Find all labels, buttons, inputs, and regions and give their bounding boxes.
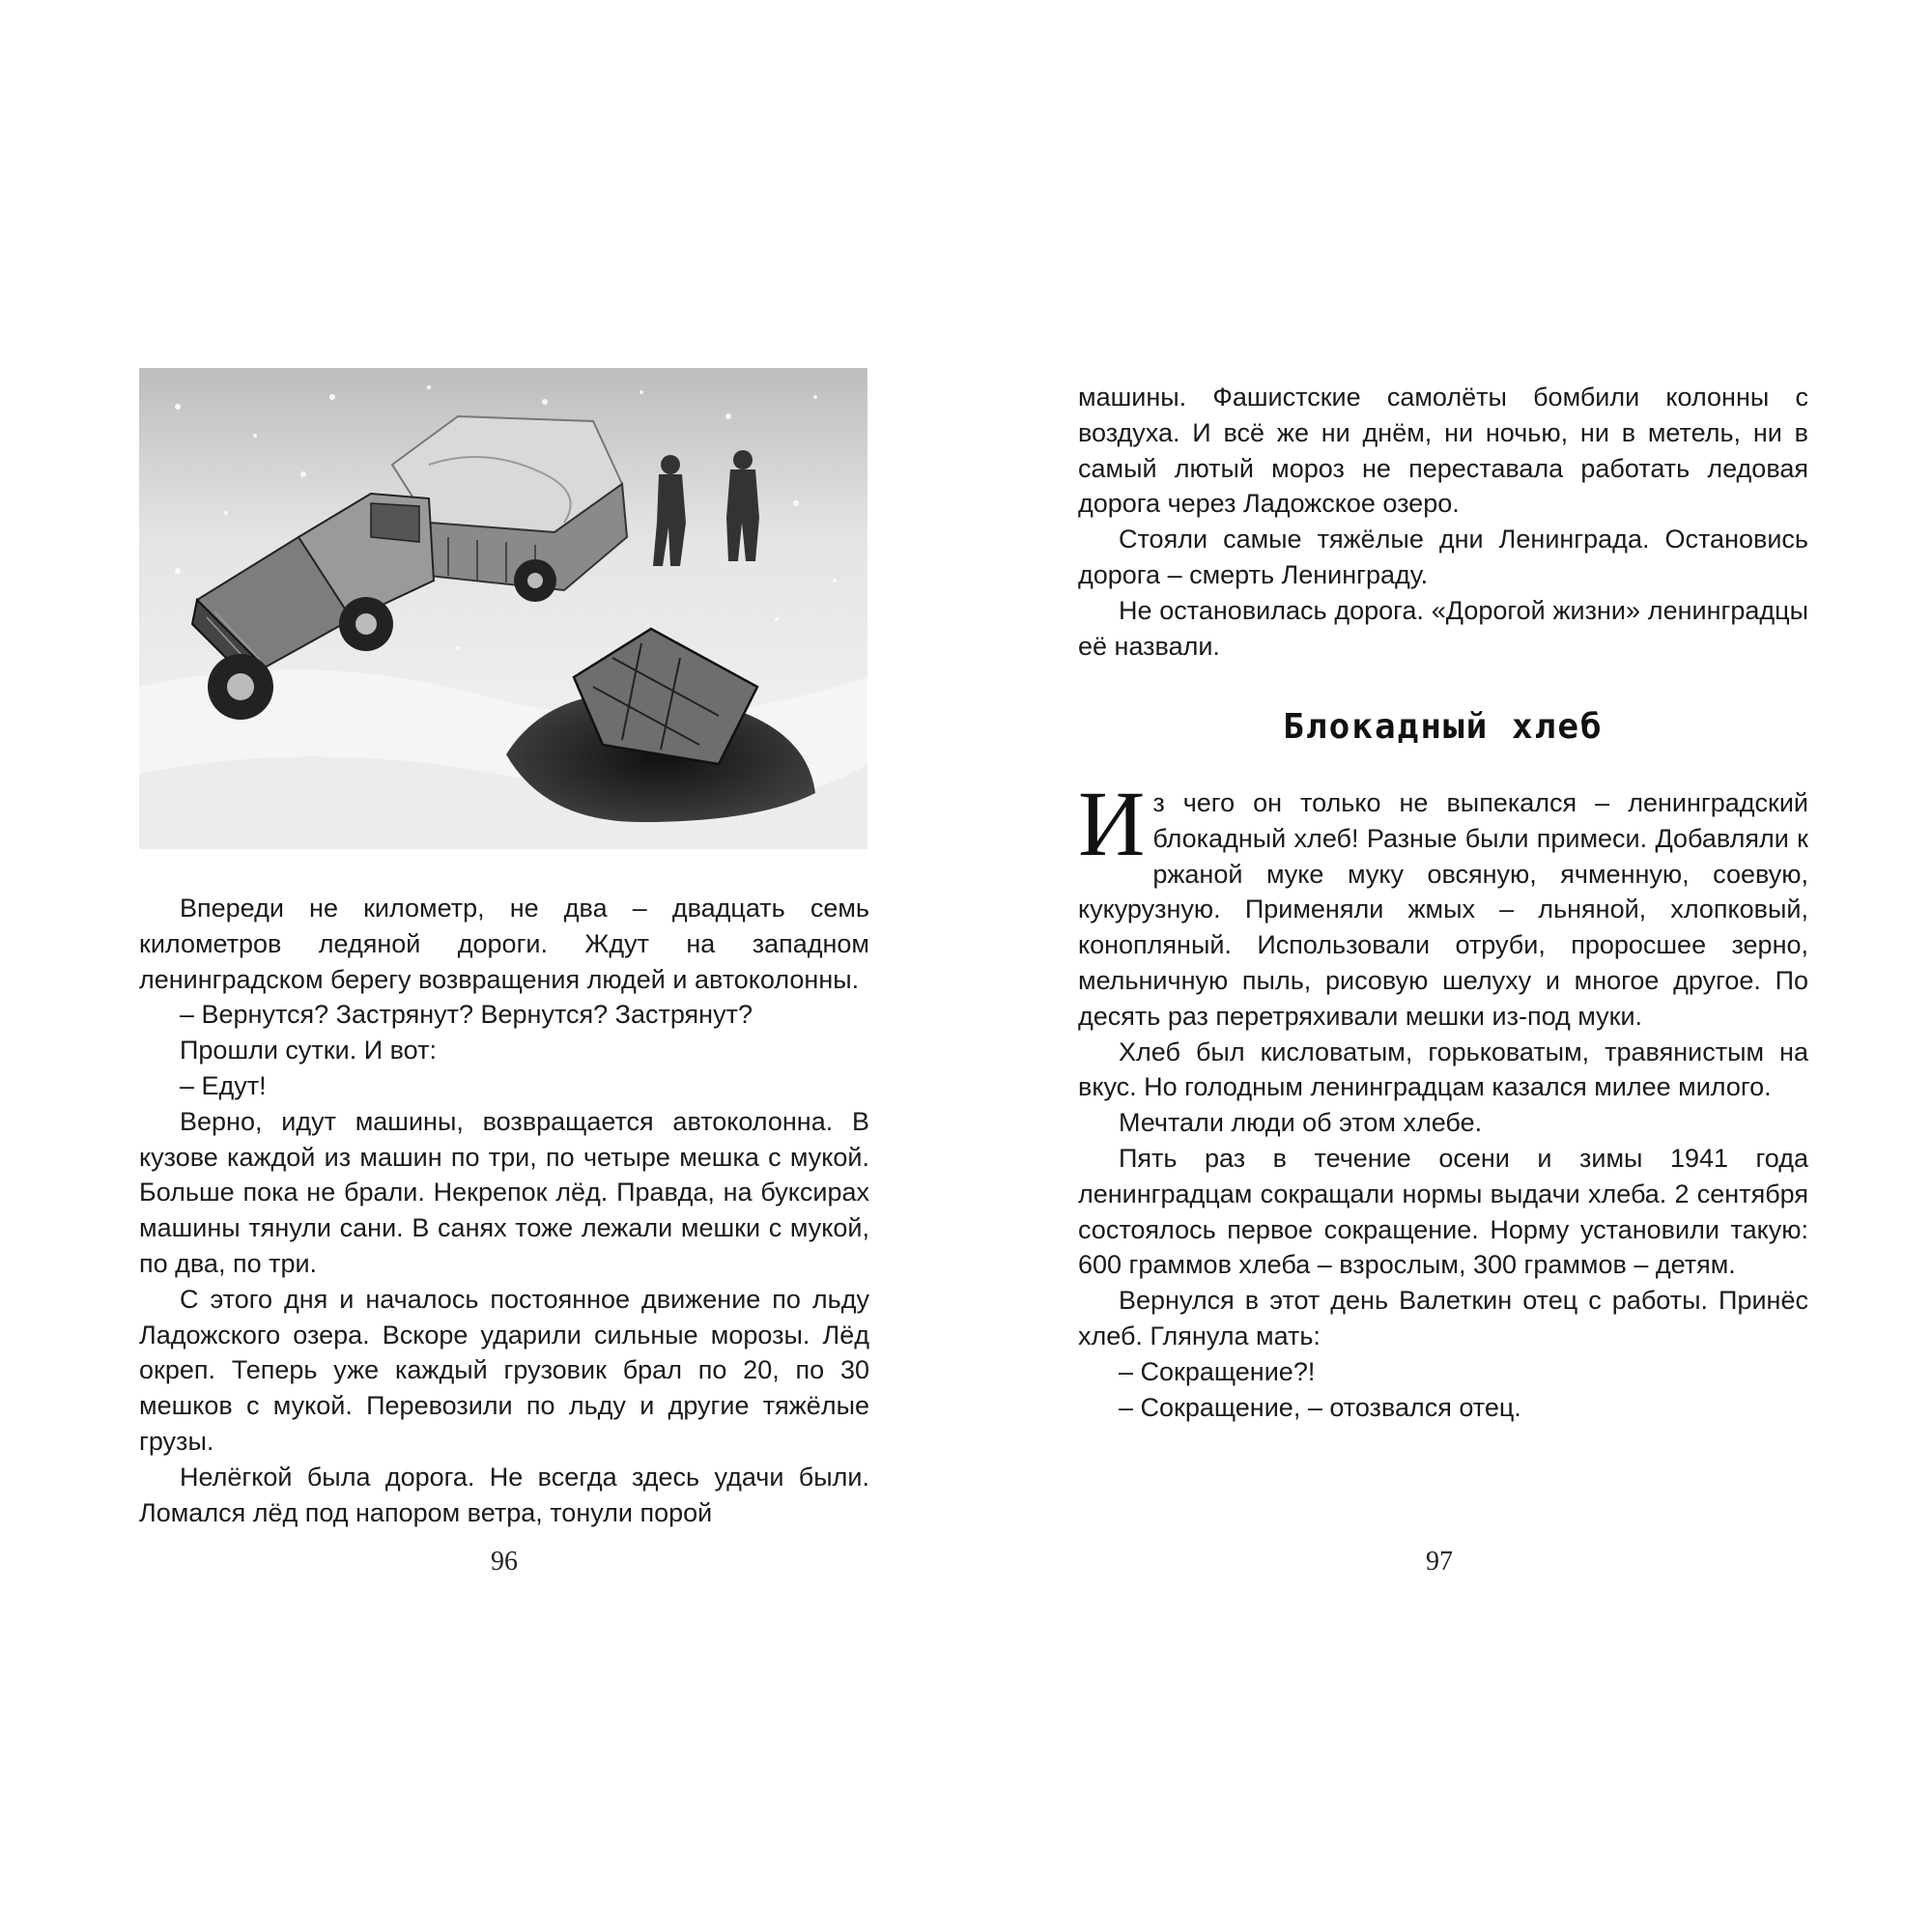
chapter-body-text xyxy=(1078,772,1808,1425)
paragraph: Нелёгкой была дорога. Не всегда здесь удачи были. Ломался лёд под напором ветра, тонули порой xyxy=(139,1462,869,1527)
paragraph: Мечтали люди об этом хлебе. xyxy=(1119,1108,1483,1138)
paragraph: Прошли сутки. И вот: xyxy=(180,1036,437,1065)
paragraph: Хлеб был кисловатым, горьковатым, травянистым на вкус. Но голодным ленинградцам казался милее милого. xyxy=(1078,1037,1808,1102)
right-page-top-text xyxy=(1078,380,1808,664)
paragraph xyxy=(1078,772,1808,1035)
paragraph: машины. Фашистские самолёты бомбили колонны с воздуха. И всё же ни днём, ни ночью, ни в метель, ни в самый лютый мороз не переставала работать ледовая дорога через Ладожское озеро. xyxy=(1078,383,1808,519)
paragraph: – Вернутся? Застрянут? Вернутся? Застрянут? xyxy=(180,1000,753,1030)
paragraph: Верно, идут машины, возвращается автоколонна. В кузове каждой из машин по три, по четыре мешка с мукой. Больше пока не брали. Некрепок лёд. Правда, на буксирах машины тянули сани. В санях тоже лежали мешки с мукой, по два, по три. xyxy=(139,1106,869,1278)
chapter-title: Блокадный хлеб xyxy=(1283,707,1604,747)
page-number: 97 xyxy=(1426,1547,1453,1577)
paragraph: Вернулся в этот день Валеткин отец с работы. Принёс хлеб. Глянула мать: xyxy=(1078,1286,1808,1350)
paragraph: – Сокращение, – отозвался отец. xyxy=(1119,1392,1521,1422)
drop-cap: И xyxy=(1078,772,1146,875)
page-number: 96 xyxy=(491,1547,518,1577)
first-paragraph-text: з чего он только не выпекался – ленинградский блокадный хлеб! Разные были примеси. Добавляли к ржаной муке муку овсяную, ячменную, соевую, кукурузную. Применяли жмых – льняной, хлопковый, конопляный. Использовали отруби, проросшее зерно, мельничную пыль, рисовую шелуху и многое другое. По десять раз перетряхивали мешки из-под муки. xyxy=(1078,788,1808,1031)
paragraph: – Сокращение?! xyxy=(1119,1356,1316,1386)
paragraph: – Едут! xyxy=(180,1070,267,1100)
paragraph: Впереди не километр, не два – двадцать семь километров ледяной дороги. Ждут на западном ленинградском берегу возвращения людей и автоколонны. xyxy=(139,894,869,994)
paragraph: С этого дня и началось постоянное движение по льду Ладожского озера. Вскоре ударили сильные морозы. Лёд окреп. Теперь уже каждый грузовик брал по 20, по 30 мешков с мукой. Перевозили по льду и другие тяжёлые грузы. xyxy=(139,1284,869,1456)
paragraph: Не остановилась дорога. «Дорогой жизни» ленинградцы её назвали. xyxy=(1078,595,1808,661)
paragraph: Стояли самые тяжёлые дни Ленинграда. Остановись дорога – смерть Ленинграду. xyxy=(1078,525,1808,589)
right-page xyxy=(966,0,1932,1932)
winter-truck-illustration xyxy=(139,368,867,849)
paragraph: Пять раз в течение осени и зимы 1941 года ленинградцам сокращали нормы выдачи хлеба. 2 сентября состоялось первое сокращение. Норму установили такую: 600 граммов хлеба – взрослым, 300 граммов – детям. xyxy=(1078,1143,1808,1280)
left-page-text xyxy=(139,891,869,1530)
